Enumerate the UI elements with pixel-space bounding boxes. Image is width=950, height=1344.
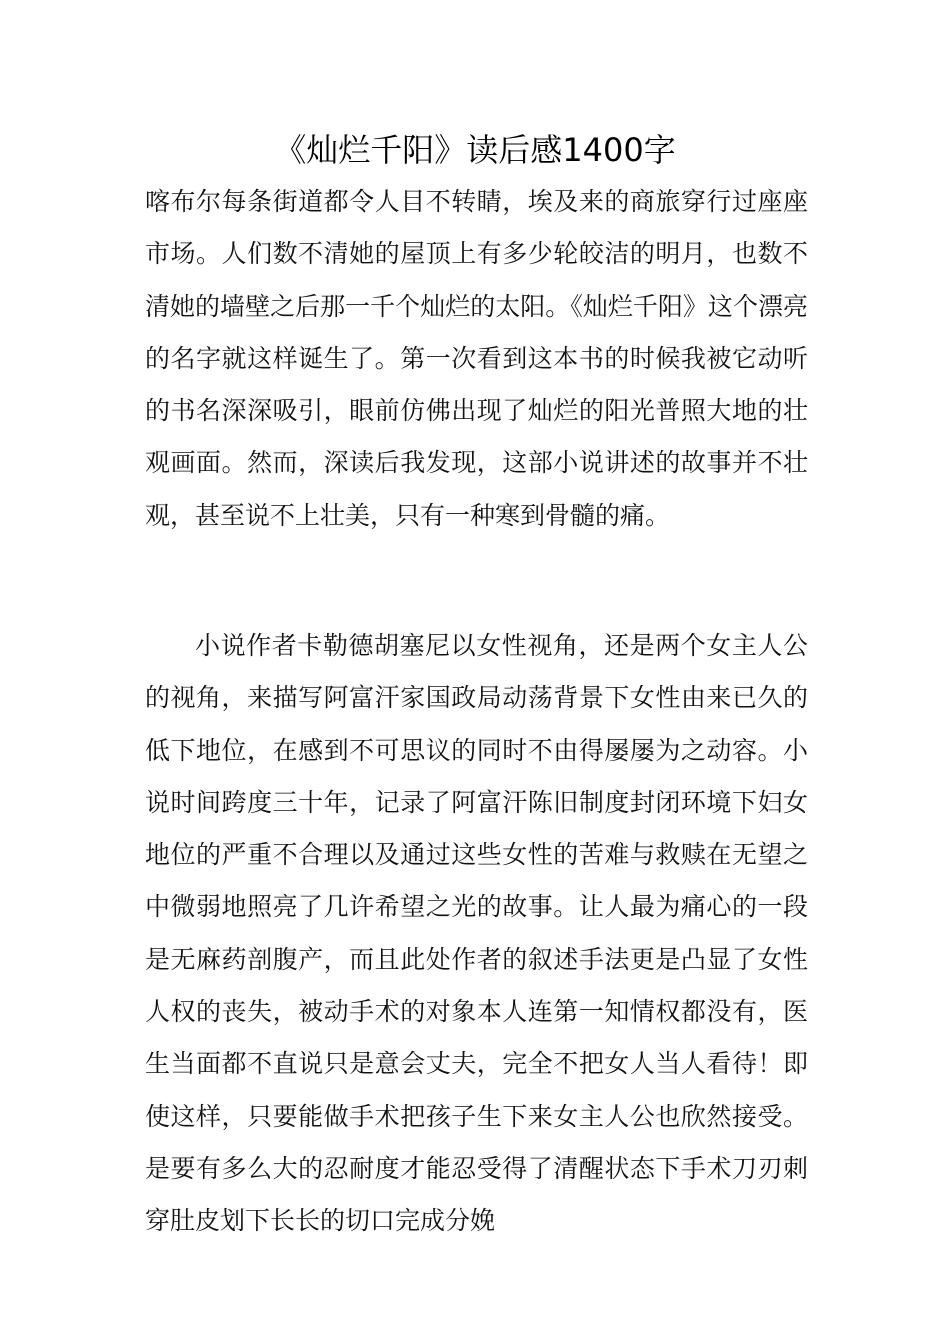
- paragraph-2: 小说作者卡勒德胡塞尼以女性视角，还是两个女主人公的视角，来描写阿富汗家国政局动荡背景下女性由来已久的低下地位，在感到不可思议的同时不由得屡屡为之动容。小说时间跨度三十年，记录了阿富汗陈旧制度封闭环境下妇女地位的严重不合理以及通过这些女性的苦难与救赎在无望之中微弱地照亮了几许希望之光的故事。让人最为痛心的一段是无麻药剖腹产，而且此处作者的叙述手法更是凸显了女性人权的丧失，被动手术的对象本人连第一知情权都没有，医生当面都不直说只是意会丈夫，完全不把女人当人看待！即使这样，只要能做手术把孩子生下来女主人公也欣然接受。是要有多么大的忍耐度才能忍受得了清醒状态下手术刀刃刺穿肚皮划下长长的切口完成分娩: [145, 631, 808, 1236]
- page-title: 《灿烂千阳》读后感1400字: [274, 131, 676, 169]
- paragraph-1: 喀布尔每条街道都令人目不转睛，埃及来的商旅穿行过座座市场。人们数不清她的屋顶上有多少轮皎洁的明月，也数不清她的墙壁之后那一千个灿烂的太阳。《灿烂千阳》这个漂亮的名字就这样诞生了。第一次看到这本书的时候我被它动听的书名深深吸引，眼前仿佛出现了灿烂的阳光普照大地的壮观画面。然而，深读后我发现，这部小说讲述的故事并不壮观，甚至说不上壮美，只有一种寒到骨髓的痛。: [145, 187, 808, 530]
